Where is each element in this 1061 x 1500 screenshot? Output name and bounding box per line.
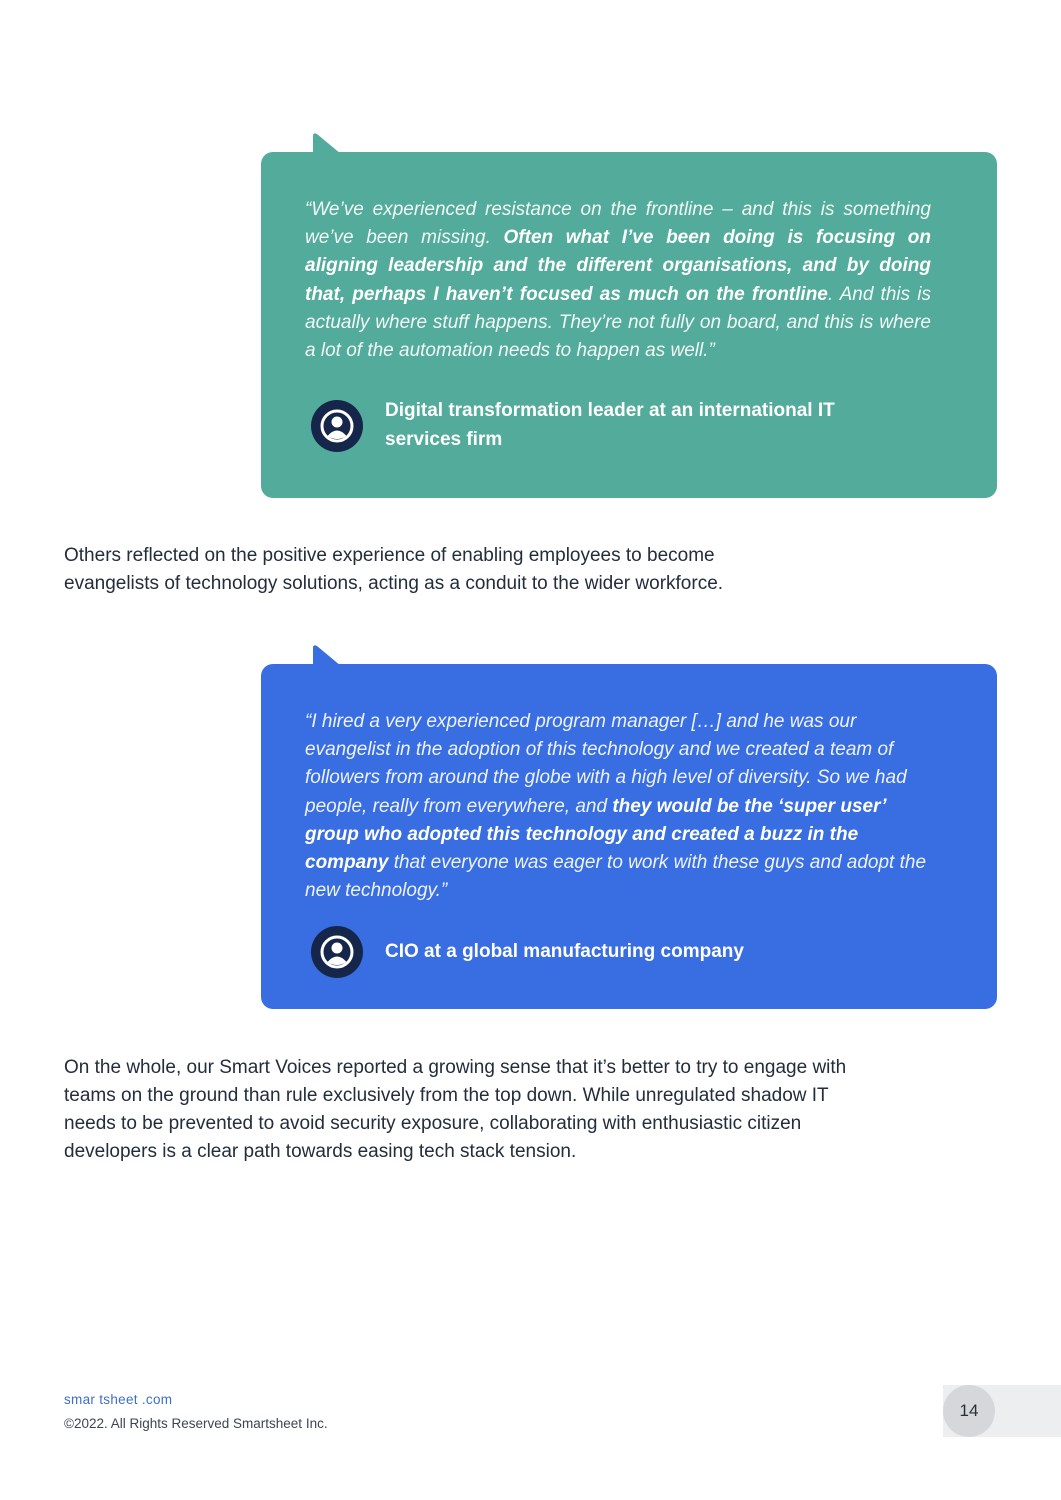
speech-bubble-tail	[313, 644, 341, 666]
page-number: 14	[943, 1385, 995, 1437]
quote-text-1	[305, 196, 931, 365]
body-paragraph-1: Others reflected on the positive experience of enabling employees to become evangelists of technology solutions, acting as a conduit to the wider workforce.	[64, 545, 724, 594]
quote-2-segment: “I hired a very experienced program manager […] and he was our evangelist in the adoption of this technology and we created a team of followers from around the globe with a high level of diversity. So we had people, really from everywhere, and	[305, 711, 907, 817]
quote-attribution-1	[311, 397, 937, 454]
quote-callout-1	[261, 152, 997, 498]
quote-1-emphasis: Often what I’ve been doing is focusing on aligning leadership and the different organisations, and by doing that, perhaps I haven’t focused as much on the frontline	[305, 227, 931, 305]
attribution-label: CIO at a global manufacturing company	[385, 940, 744, 962]
speech-bubble-tail	[313, 132, 341, 154]
quote-1-segment: . And this is actually where stuff happens. They’re not fully on board, and this is where a lot of the automation needs to happen as well.”	[305, 283, 931, 362]
attribution-label: Digital transformation leader at an international IT services firm	[385, 400, 835, 450]
quote-2-emphasis: they would be the ‘super user’ group who adopted this technology and created a buzz in the company	[305, 795, 886, 874]
quote-attribution-2	[311, 926, 937, 978]
user-circle-icon	[311, 926, 363, 978]
quote-1-segment: “We’ve experienced resistance on the frontline – and this is something we’ve been missing.	[305, 199, 931, 249]
footer-copyright: ©2022. All Rights Reserved Smartsheet Inc.	[64, 1416, 328, 1431]
quote-callout-2	[261, 664, 997, 1009]
footer-website-link[interactable]: smar tsheet .com	[64, 1392, 173, 1407]
body-paragraph-2: On the whole, our Smart Voices reported a growing sense that it’s better to try to engage with teams on the ground than rule exclusively from the top down. While unregulated shadow IT needs to be prevented to avoid security exposure, collaborating with enthusiastic citizen developers is a clear path towards easing tech stack tension.	[64, 1057, 847, 1162]
quote-2-segment: that everyone was eager to work with these guys and adopt the new technology.”	[305, 852, 927, 902]
quote-text-2	[305, 708, 931, 905]
user-circle-icon	[311, 400, 363, 452]
